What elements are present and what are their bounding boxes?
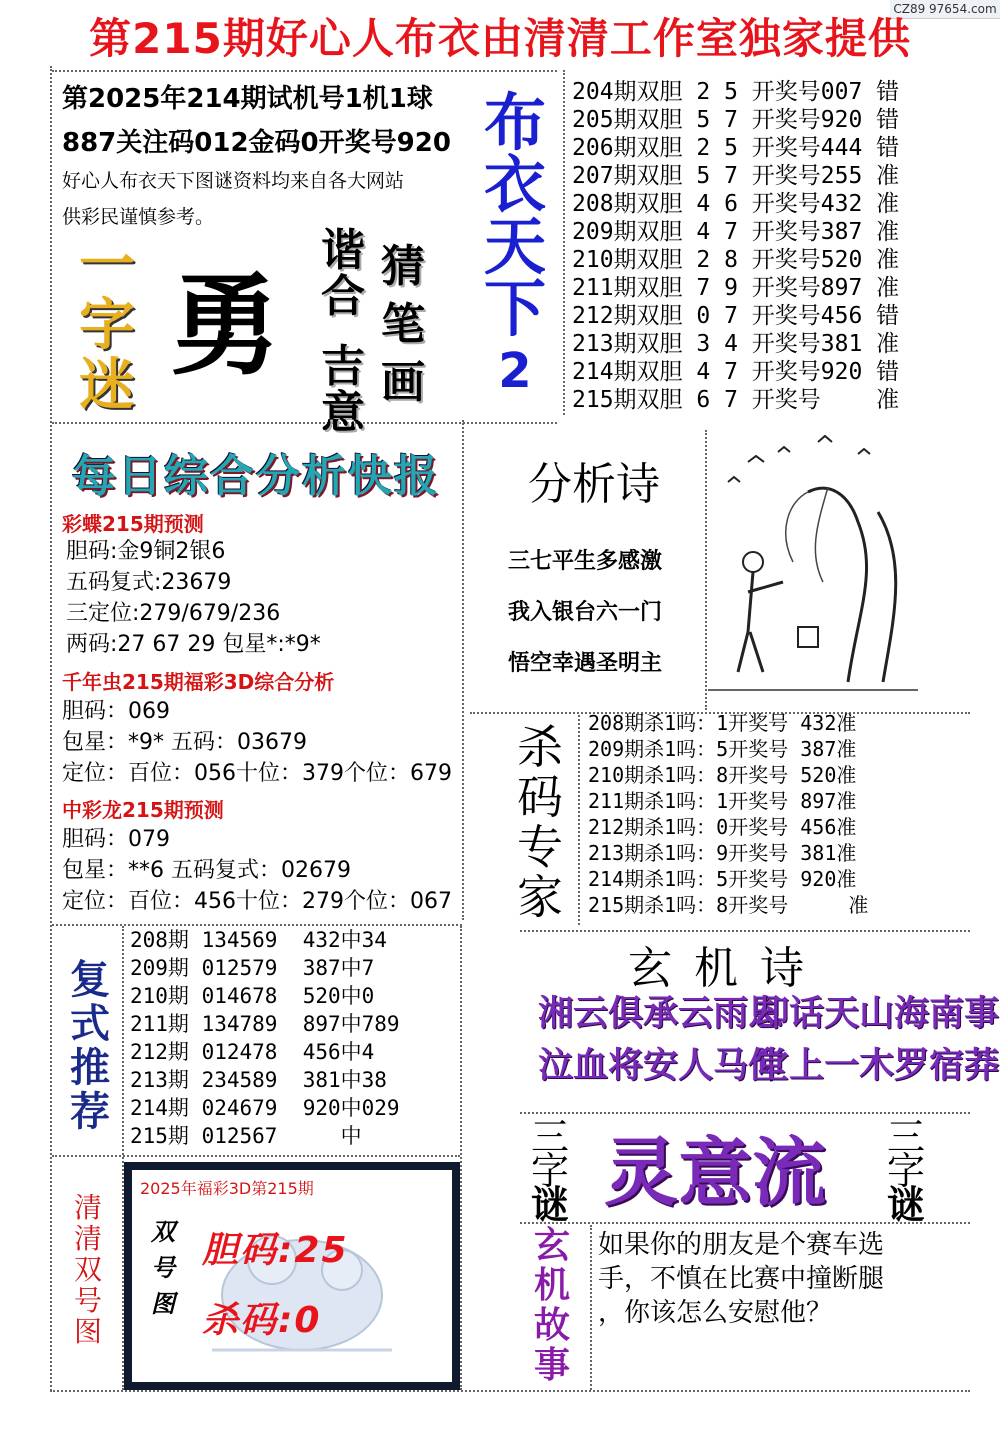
list-item: 209期双胆 4 7 开奖号387 准: [572, 219, 900, 245]
side-char: 号: [151, 1254, 175, 1282]
xuanji-title: 玄 机 诗: [628, 943, 808, 994]
hint-char: 合: [321, 271, 365, 322]
list-item: 胆码：069: [62, 699, 170, 724]
list-item: 215期杀1吗：8开奖号 准: [588, 893, 869, 917]
list-item: 定位：百位：456十位：279个位：067: [62, 889, 452, 914]
top-border: [52, 70, 557, 72]
riddle-hint-right: [378, 238, 428, 412]
shuangdan-list: [572, 78, 899, 414]
table-row: 212期 012478 456中4: [130, 1040, 375, 1064]
divider-fushi-bottom: [52, 1155, 460, 1157]
shuanghao-box-title: 2025年福彩3D第215期: [140, 1179, 314, 1198]
list-item: 211期杀1吗：1开奖号 897准: [588, 789, 857, 813]
list-item: 209期杀1吗：5开奖号 387准: [588, 737, 857, 761]
shuanghao-dan: 胆码:25: [202, 1230, 349, 1271]
list-item: 213期双胆 3 4 开奖号381 准: [572, 331, 900, 357]
hint-char: 猜: [381, 241, 425, 292]
trial-note-2: 供彩民谨慎参考。: [62, 206, 215, 228]
divider-poem: [705, 430, 707, 710]
shama-label-char: 杀: [517, 720, 563, 774]
poem-line: 三七平生多感激: [508, 549, 663, 574]
list-item: 207期双胆 5 7 开奖号255 准: [572, 163, 900, 189]
list-item: 包星：**6 五码复式：02679: [62, 858, 351, 883]
page-title: 第215期好心人布衣由清清工作室独家提供: [89, 14, 911, 63]
divider-analysis: [462, 420, 464, 920]
hint-char: 吉: [321, 341, 365, 392]
list-item: 208期杀1吗：1开奖号 432准: [588, 711, 857, 735]
riddle-hint-left: [318, 225, 368, 438]
list-item: 208期双胆 4 6 开奖号432 准: [572, 191, 900, 217]
riddle-label-char: 字: [79, 293, 135, 358]
sanzimi-left: [524, 1115, 576, 1227]
zhongcailong-heading: 中彩龙215期预测: [62, 798, 224, 822]
list-item: 胆码:金9铜2银6: [66, 539, 226, 564]
fushi-label-char: 式: [70, 1000, 110, 1047]
poem-illustration: [708, 432, 918, 707]
list-item: 204期双胆 2 5 开奖号007 错: [572, 79, 900, 105]
sanzimi-char: 三: [886, 1115, 925, 1159]
divider-riddle-bottom: [52, 422, 557, 424]
list-item: 212期杀1吗：0开奖号 456准: [588, 815, 857, 839]
shuanghao-panel: [132, 1170, 452, 1382]
story-line: 手，不慎在比赛中撞断腿: [598, 1264, 885, 1294]
divider-shama: [578, 715, 580, 925]
shama-label-char: 家: [517, 870, 563, 924]
analysis-banner: 每日综合分析快报: [72, 451, 440, 502]
poem-line: 我入银台六一门: [508, 600, 663, 625]
list-item: 206期双胆 2 5 开奖号444 错: [572, 135, 900, 161]
zhongcailong-lines: [62, 824, 452, 917]
shuanghao-label-char: 清: [73, 1191, 102, 1224]
shuanghao-label-char: 双: [73, 1253, 102, 1286]
list-item: 胆码：079: [62, 827, 170, 852]
xuanji-line: 泣血将安人马仰: [538, 1046, 784, 1086]
hint-char: 意: [321, 387, 365, 438]
table-row: 208期 134569 432中34: [130, 928, 387, 952]
shuanghao-label-char: 号: [73, 1284, 102, 1317]
xuanji-line: 堂上一木罗宿莽: [754, 1046, 1000, 1086]
riddle-main-char: 勇: [170, 261, 280, 390]
shama-label: [508, 722, 572, 922]
shuanghao-label-char: 清: [73, 1222, 102, 1255]
list-item: 五码复式:23679: [66, 570, 232, 595]
poem-lines: [508, 544, 662, 677]
story-label: [524, 1226, 580, 1386]
table-row: 215期 012567 中: [130, 1124, 362, 1148]
riddle-label-char: 迷: [79, 353, 135, 418]
riddle-label-char: 一: [79, 233, 135, 298]
sanzimi-char: 谜: [530, 1183, 569, 1227]
list-item: 205期双胆 5 7 开奖号920 错: [572, 107, 900, 133]
qiannianchong-heading: 千年虫215期福彩3D综合分析: [62, 670, 335, 694]
table-row: 210期 014678 520中0: [130, 984, 375, 1008]
left-border: [50, 66, 52, 1391]
list-item: 定位：百位：056十位：379个位：679: [62, 761, 452, 786]
trial-line-1: 第2025年214期试机号1机1球: [62, 84, 433, 114]
xuanji-line: 湘云俱承云雨恩: [538, 994, 784, 1034]
xuanji-line: 却话天山海南事: [754, 994, 1000, 1034]
site-watermark: CZ89 97654.com: [890, 0, 1000, 19]
story-line: ，你该怎么安慰他？: [598, 1298, 833, 1328]
table-row: 213期 234589 381中38: [130, 1068, 387, 1092]
sanzimi-char: 谜: [886, 1183, 925, 1227]
trial-line-2: 887关注码012金码0开奖号920: [62, 128, 451, 158]
list-item: 214期双胆 4 7 开奖号920 错: [572, 359, 900, 385]
divider-story: [590, 1225, 592, 1390]
brand-number: 2: [498, 343, 532, 399]
list-item: 两码:27 67 29 包星*:*9*: [66, 632, 321, 657]
brand-char: 天: [483, 210, 546, 283]
fushi-label-char: 推: [70, 1044, 110, 1091]
story-label-char: 机: [533, 1265, 570, 1306]
qiannianchong-lines: [62, 696, 452, 789]
bottom-border: [50, 1390, 970, 1392]
shuanghao-label: [70, 1192, 106, 1347]
story-text: [598, 1228, 884, 1330]
list-item: 215期双胆 6 7 开奖号 准: [572, 387, 900, 413]
sanzimi-char: 字: [886, 1149, 925, 1193]
list-item: 包星：*9* 五码：03679: [62, 730, 307, 755]
list-item: 214期杀1吗：5开奖号 920准: [588, 867, 857, 891]
divider-fushi-right: [460, 926, 462, 1390]
fushi-list: [130, 926, 400, 1150]
poem-title: 分析诗: [528, 459, 660, 510]
xuanji-poem: [520, 982, 1000, 1112]
sanzimi-right: [880, 1115, 932, 1227]
hint-char: 画: [381, 357, 425, 408]
fushi-label: [60, 958, 120, 1134]
list-item: 210期杀1吗：8开奖号 520准: [588, 763, 857, 787]
divider-shuangdan: [563, 70, 565, 415]
caidie-lines: [66, 536, 321, 660]
story-label-char: 故: [533, 1305, 570, 1346]
side-char: 双: [151, 1218, 175, 1246]
story-line: 如果你的朋友是个赛车选: [598, 1230, 885, 1260]
shama-label-char: 码: [517, 770, 563, 824]
hint-char: 笔: [381, 299, 425, 350]
shama-list: [588, 710, 868, 918]
story-label-char: 玄: [533, 1225, 570, 1266]
shuanghao-label-char: 图: [73, 1315, 102, 1348]
list-item: 211期双胆 7 9 开奖号897 准: [572, 275, 900, 301]
brand-char: 下: [483, 272, 546, 345]
sanzimi-char: 字: [530, 1149, 569, 1193]
brand-char: 布: [483, 86, 546, 159]
shuanghao-sha: 杀码:0: [202, 1300, 322, 1341]
shama-label-char: 专: [517, 820, 563, 874]
poem-line: 悟空幸遇圣明主: [508, 651, 663, 676]
table-row: 211期 134789 897中789: [130, 1012, 400, 1036]
side-char: 图: [151, 1290, 175, 1318]
fushi-label-char: 复: [70, 956, 110, 1003]
hint-char: 谐: [321, 225, 365, 276]
list-item: 213期杀1吗：9开奖号 381准: [588, 841, 857, 865]
list-item: 210期双胆 2 8 开奖号520 准: [572, 247, 900, 273]
fushi-label-char: 荐: [70, 1088, 110, 1135]
brand-vertical: [480, 86, 550, 402]
story-label-char: 事: [533, 1345, 570, 1386]
shuanghao-side-label: [148, 1214, 178, 1322]
trial-note-1: 好心人布衣天下图谜资料均来自各大网站: [62, 170, 405, 192]
brand-char: 衣: [483, 148, 546, 221]
table-row: 209期 012579 387中7: [130, 956, 375, 980]
riddle-label: [72, 233, 142, 418]
sanzimi-main: 灵意流: [604, 1130, 826, 1216]
list-item: 212期双胆 0 7 开奖号456 错: [572, 303, 900, 329]
table-row: 214期 024679 920中029: [130, 1096, 400, 1120]
list-item: 三定位:279/679/236: [66, 601, 281, 626]
sanzimi-char: 三: [530, 1115, 569, 1159]
caidie-heading: 彩蝶215期预测: [62, 512, 204, 536]
